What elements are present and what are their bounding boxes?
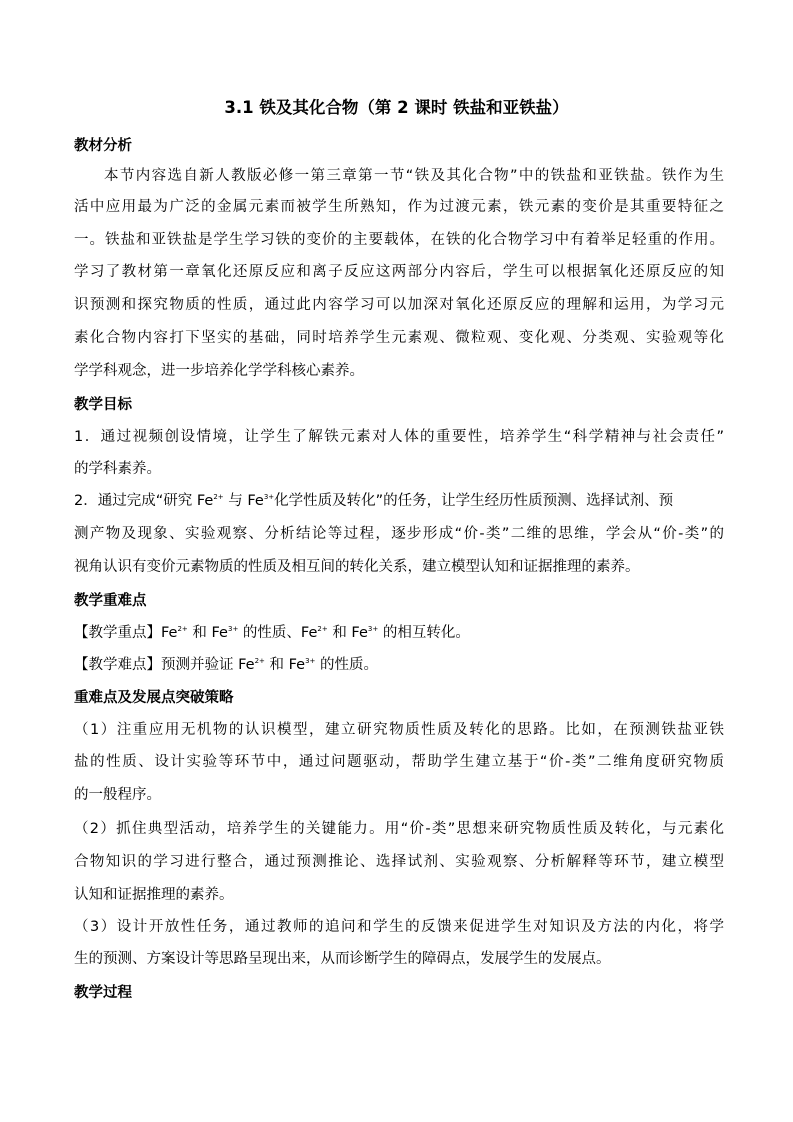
ion-charge-fe2: 2+ (317, 625, 328, 633)
key-point-text: 的性质、Fe (238, 625, 318, 641)
goal-2-line: 视角认识有变价元素物质的性质及相互间的转化关系，建立模型认知和证据推理的素养。 (74, 559, 640, 575)
ion-charge-fe2: 2+ (213, 493, 224, 501)
strategy-line: 的一般程序。 (74, 787, 161, 803)
goal-2-text: 与 Fe (223, 493, 264, 509)
section-heading-process: 教学过程 (74, 985, 132, 1001)
analysis-line: 识预测和探究物质的性质，通过此内容学习可以加深对氧化还原反应的理解和运用，为学习元 (74, 297, 724, 313)
goal-1-line: 的学科素养。 (74, 461, 161, 477)
difficulty-text: 的性质。 (315, 657, 379, 673)
analysis-line: 活中应用最为广泛的金属元素而被学生所熟知，作为过渡元素，铁元素的变价是其重要特征之 (74, 199, 724, 215)
strategy-line: 合物知识的学习进行整合，通过预测推论、选择试剂、实验观察、分析解释等环节，建立模型 (74, 854, 724, 870)
analysis-line: 本节内容选自新人教版必修一第三章第一节“铁及其化合物”中的铁盐和亚铁盐。铁作为生 (104, 168, 724, 184)
key-point-text: 和 Fe (327, 625, 368, 641)
key-point-line (74, 622, 724, 644)
ion-charge-fe2: 2+ (177, 625, 188, 633)
analysis-line: 素化合物内容打下坚实的基础，同时培养学生元素观、微粒观、变化观、分类观、实验观等化 (74, 330, 724, 346)
goal-1-line: 1．通过视频创设情境，让学生了解铁元素对人体的重要性，培养学生“科学精神与社会责任” (74, 429, 724, 445)
key-point-text: 【教学重点】Fe (74, 625, 178, 641)
difficulty-line (74, 654, 724, 676)
ion-charge-fe3: 3+ (263, 493, 275, 501)
section-heading-strategy: 重难点及发展点突破策略 (74, 690, 234, 706)
key-point-text: 和 Fe (187, 625, 228, 641)
strategy-line: （3）设计开放性任务，通过教师的追问和学生的反馈来促进学生对知识及方法的内化，将学 (74, 919, 724, 935)
goal-2-line (74, 490, 724, 512)
section-heading-goals: 教学目标 (74, 397, 132, 413)
strategy-line: 认知和证据推理的素养。 (74, 887, 234, 903)
ion-charge-fe3: 3+ (227, 625, 239, 633)
analysis-line: 学习了教材第一章氧化还原反应和离子反应这两部分内容后，学生可以根据氧化还原反应的知 (74, 264, 724, 280)
strategy-line: （2）抓住典型活动，培养学生的关键能力。用“价-类”思想来研究物质性质及转化，与元素化 (74, 821, 724, 837)
section-heading-keypoints: 教学重难点 (74, 593, 147, 609)
ion-charge-fe3: 3+ (367, 625, 379, 633)
ion-charge-fe2: 2+ (254, 657, 265, 665)
strategy-line: （1）注重应用无机物的认识模型，建立研究物质性质及转化的思路。比如，在预测铁盐亚铁 (74, 722, 724, 738)
goal-2-text: 2．通过完成“研究 Fe (74, 493, 214, 509)
page-title: 3.1 铁及其化合物（第 2 课时 铁盐和亚铁盐） (224, 98, 569, 117)
analysis-line: 学学科观念，进一步培养化学学科核心素养。 (74, 363, 364, 379)
goal-2-line: 测产物及现象、实验观察、分析结论等过程，逐步形成“价-类”二维的思维，学会从“价-类”的 (74, 526, 724, 542)
difficulty-text: 和 Fe (264, 657, 306, 673)
section-heading-analysis: 教材分析 (74, 138, 132, 154)
goal-2-text: 化学性质及转化”的任务，让学生经历性质预测、选择试剂、预 (274, 493, 674, 509)
analysis-line: 一。铁盐和亚铁盐是学生学习铁的变价的主要载体，在铁的化合物学习中有着举足轻重的作用。 (74, 232, 724, 248)
difficulty-text: 【教学难点】预测并验证 Fe (74, 657, 255, 673)
key-point-text: 的相互转化。 (378, 625, 470, 641)
strategy-line: 生的预测、方案设计等思路呈现出来，从而诊断学生的障碍点，发展学生的发展点。 (74, 951, 611, 967)
strategy-line: 盐的性质、设计实验等环节中，通过问题驱动，帮助学生建立基于“价-类”二维角度研究物质 (74, 754, 724, 770)
ion-charge-fe3: 3+ (305, 657, 316, 665)
